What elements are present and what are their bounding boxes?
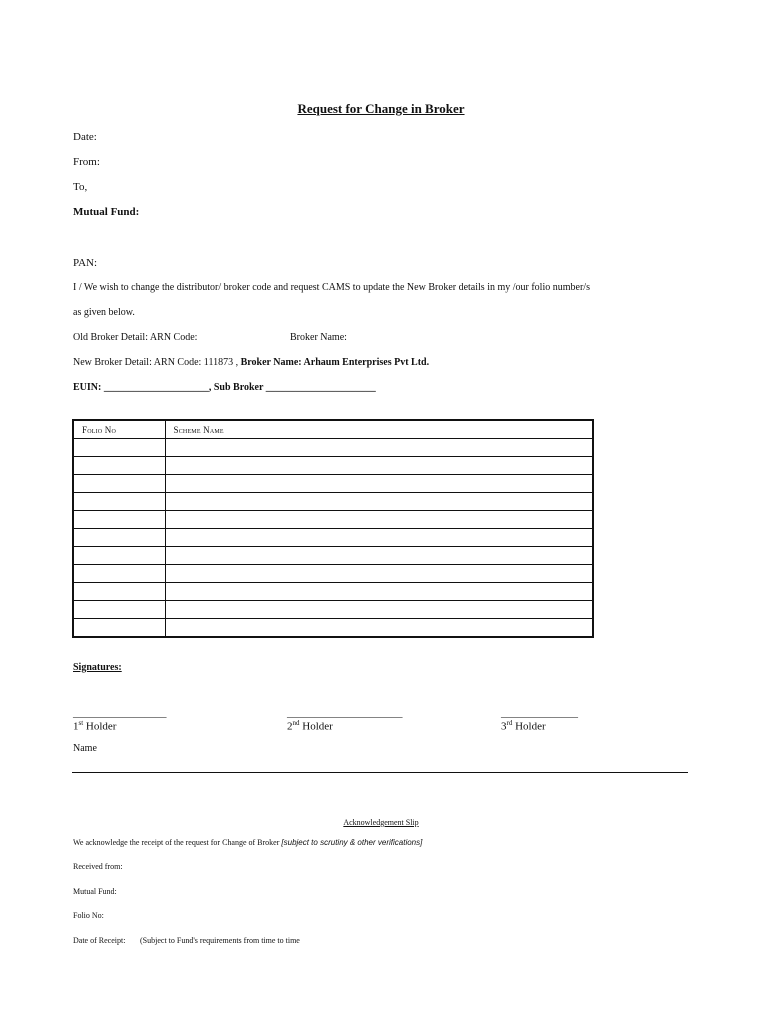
folio-no-cell[interactable]: [73, 493, 165, 511]
holder-1-signature: [73, 707, 167, 733]
holder-2-signature: [287, 707, 403, 733]
folio-no-cell[interactable]: [73, 475, 165, 493]
request-text-line-2: as given below.: [73, 307, 135, 318]
table-header-row: [73, 420, 593, 439]
scheme-name-cell[interactable]: [165, 601, 593, 619]
holder-1-line: _________________: [73, 707, 167, 719]
scheme-name-cell[interactable]: [165, 475, 593, 493]
holder-3-line: ______________: [501, 707, 578, 719]
folio-no-cell[interactable]: [73, 547, 165, 565]
old-broker-name: Broker Name:: [290, 332, 347, 343]
folio-no-cell[interactable]: [73, 619, 165, 638]
scheme-name-cell[interactable]: [165, 529, 593, 547]
to-label: To,: [73, 181, 88, 193]
date-of-receipt-label: Date of Receipt:: [73, 936, 126, 945]
holder-3-signature: [501, 707, 578, 733]
received-from-label: Received from:: [73, 862, 123, 871]
table-row: [73, 457, 593, 475]
holder-2-label: 2nd Holder: [287, 719, 333, 733]
table-row: [73, 601, 593, 619]
name-label: Name: [73, 743, 97, 754]
scheme-name-cell[interactable]: [165, 457, 593, 475]
request-text-line-1: I / We wish to change the distributor/ broker code and request CAMS to update the New Broker details in my /our folio number/s: [73, 282, 590, 293]
folio-no-cell[interactable]: [73, 583, 165, 601]
table-row: [73, 619, 593, 638]
holder-1-label: 1st Holder: [73, 719, 117, 733]
old-broker-detail: Old Broker Detail: ARN Code:: [73, 332, 198, 343]
from-label: From:: [73, 156, 100, 168]
folio-no-cell[interactable]: [73, 457, 165, 475]
scheme-name-cell[interactable]: [165, 511, 593, 529]
pan-label: PAN:: [73, 257, 98, 269]
page-title: Request for Change in Broker: [297, 101, 465, 116]
scheme-name-cell[interactable]: [165, 583, 593, 601]
scheme-name-cell[interactable]: [165, 565, 593, 583]
acknowledgement-title: Acknowledgement Slip: [343, 818, 419, 827]
scheme-name-cell[interactable]: [165, 547, 593, 565]
table-row: [73, 547, 593, 565]
signatures-heading: Signatures:: [73, 662, 122, 673]
folio-no-cell[interactable]: [73, 511, 165, 529]
scheme-name-cell[interactable]: [165, 619, 593, 638]
folio-no-cell[interactable]: [73, 529, 165, 547]
mutual-fund-label: Mutual Fund:: [73, 206, 140, 218]
ack-mutual-fund-label: Mutual Fund:: [73, 887, 117, 896]
acknowledgement-text: We acknowledge the receipt of the request for Change of Broker [subject to scrutiny & other verifications]: [73, 838, 423, 847]
new-broker-name: Broker Name: Arhaum Enterprises Pvt Ltd.: [240, 357, 430, 368]
table-row: [73, 529, 593, 547]
acknowledgement-note: [subject to scrutiny & other verifications]: [281, 838, 423, 847]
table-row: [73, 583, 593, 601]
table-row: [73, 511, 593, 529]
ack-folio-no-label: Folio No:: [73, 911, 104, 920]
name-underline: [72, 772, 688, 773]
holder-2-line: _____________________: [287, 707, 403, 719]
scheme-name-cell[interactable]: [165, 493, 593, 511]
new-broker-detail: [73, 357, 429, 368]
scheme-name-header: Scheme Name: [165, 420, 593, 439]
table-row: [73, 565, 593, 583]
table-row: [73, 475, 593, 493]
date-of-receipt-note: (Subject to Fund's requirements from time to time: [140, 936, 300, 945]
folio-no-cell[interactable]: [73, 439, 165, 457]
folio-no-header: Folio No: [73, 420, 165, 439]
folio-no-cell[interactable]: [73, 565, 165, 583]
euin-line: EUIN: _____________________, Sub Broker ______________________: [73, 382, 376, 393]
table-row: [73, 493, 593, 511]
folio-no-cell[interactable]: [73, 601, 165, 619]
table-row: [73, 439, 593, 457]
new-broker-arn: New Broker Detail: ARN Code: 111873 ,: [73, 357, 239, 368]
holder-3-label: 3rd Holder: [501, 719, 546, 733]
folio-table: [72, 419, 594, 638]
date-label: Date:: [73, 131, 97, 143]
scheme-name-cell[interactable]: [165, 439, 593, 457]
